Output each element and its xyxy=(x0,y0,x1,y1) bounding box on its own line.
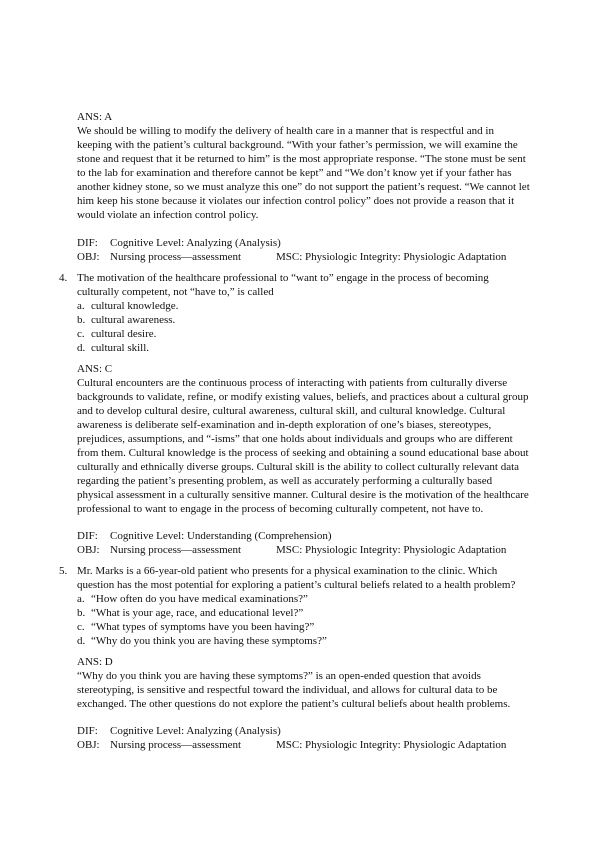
option-text: “Why do you think you are having these symptoms?” xyxy=(91,635,327,647)
q3-rationale-line: another kidney stone, so we must analyze this one” do not support the patient’s request. “We cannot let xyxy=(77,181,530,193)
q5-option-c xyxy=(77,620,314,634)
q4-rationale-line: and to develop cultural desire, cultural awareness, cultural skill, and cultural knowledge. Cultural xyxy=(77,405,506,417)
q3-dif xyxy=(77,236,281,250)
q5-dif xyxy=(77,724,281,738)
q5-rationale-line: exchanged. The other questions do not explore the patient’s cultural beliefs about health problems. xyxy=(77,698,511,710)
q4-stem-line: The motivation of the healthcare professional to “want to” engage in the process of becoming xyxy=(77,272,489,284)
option-letter: c. xyxy=(77,621,85,633)
q3-msc: MSC: Physiologic Integrity: Physiologic Adaptation xyxy=(276,251,507,263)
q5-number: 5. xyxy=(59,565,68,577)
q4-rationale-line: regarding the patient’s presenting problem, as well as accurately performing a culturally based xyxy=(77,475,493,487)
q4-option-d xyxy=(77,341,149,355)
q3-rationale-line: to the lab for examination and therefore cannot be kept” and “We don’t know yet if your father has xyxy=(77,167,512,179)
q4-rationale-line: physical assessment in a culturally sensitive manner. Cultural desire is the motivation of the healthcare xyxy=(77,489,529,501)
q4-answer: ANS: C xyxy=(77,363,113,375)
q3-answer: ANS: A xyxy=(77,111,113,123)
option-text: “What types of symptoms have you been having?” xyxy=(91,621,315,633)
option-letter: c. xyxy=(77,328,85,340)
obj-label: OBJ: xyxy=(77,544,100,556)
q5-option-a xyxy=(77,592,308,606)
q4-rationale-line: professional to want to engage in the process of becoming culturally competent, not have to. xyxy=(77,503,484,515)
q5-rationale-line: stereotyping, is sensitive and respectful toward the individual, and allows for cultural data to be xyxy=(77,684,498,696)
q4-rationale-line: from them. Cultural knowledge is the process of seeking and obtaining a sound educational base about xyxy=(77,447,529,459)
q3-rationale-line: would violate an infection control policy. xyxy=(77,209,259,221)
option-letter: b. xyxy=(77,607,86,619)
obj-value: Nursing process—assessment xyxy=(110,739,242,751)
q5-stem-line: question has the most potential for exploring a patient’s cultural beliefs related to a health problem? xyxy=(77,579,516,591)
option-text: cultural awareness. xyxy=(91,314,176,326)
option-letter: d. xyxy=(77,342,86,354)
q3-rationale-line: stone and request that it be returned to him” is the most appropriate response. “The stone must be sent xyxy=(77,153,526,165)
q4-option-b xyxy=(77,313,175,327)
q5-rationale-line: “Why do you think you are having these symptoms?” is an open-ended question that avoids xyxy=(77,670,481,682)
q3-rationale-line: keeping with the patient’s cultural background. “With your father’s permission, we will examine the xyxy=(77,139,518,151)
q4-rationale-line: Cultural encounters are the continuous process of interacting with patients from culturally diverse xyxy=(77,377,508,389)
obj-label: OBJ: xyxy=(77,739,100,751)
q3-obj xyxy=(77,250,241,264)
q5-answer: ANS: D xyxy=(77,656,113,668)
q4-rationale-line: prejudices, assumptions, and “-isms” that one holds about individuals and groups who are different xyxy=(77,433,513,445)
dif-value: Cognitive Level: Understanding (Comprehension) xyxy=(110,530,332,542)
q3-rationale-line: him keep his stone because it violates our infection control policy” does not provide a reason that it xyxy=(77,195,515,207)
obj-value: Nursing process—assessment xyxy=(110,251,242,263)
q5-stem-line: Mr. Marks is a 66-year-old patient who presents for a physical examination to the clinic. Which xyxy=(77,565,498,577)
option-text: cultural knowledge. xyxy=(91,300,179,312)
option-letter: d. xyxy=(77,635,86,647)
q5-msc: MSC: Physiologic Integrity: Physiologic Adaptation xyxy=(276,739,507,751)
option-text: cultural desire. xyxy=(91,328,157,340)
dif-value: Cognitive Level: Analyzing (Analysis) xyxy=(110,237,281,249)
obj-value: Nursing process—assessment xyxy=(110,544,242,556)
q4-rationale-line: awareness is deliberate self-examination and in-depth exploration of one’s biases, stereotypes, xyxy=(77,419,492,431)
q4-option-a xyxy=(77,299,178,313)
dif-label: DIF: xyxy=(77,237,98,249)
q5-option-b xyxy=(77,606,303,620)
q4-rationale-line: culturally and ethnically diverse groups. Cultural skill is the ability to collect culturally relevant data xyxy=(77,461,520,473)
q5-option-d xyxy=(77,634,327,648)
q4-option-c xyxy=(77,327,156,341)
option-letter: b. xyxy=(77,314,86,326)
option-letter: a. xyxy=(77,300,85,312)
q4-rationale-line: backgrounds to validate, refine, or modify existing values, beliefs, and practices about a cultural group xyxy=(77,391,529,403)
obj-label: OBJ: xyxy=(77,251,100,263)
option-text: “How often do you have medical examinations?” xyxy=(91,593,308,605)
q4-msc: MSC: Physiologic Integrity: Physiologic Adaptation xyxy=(276,544,507,556)
dif-label: DIF: xyxy=(77,725,98,737)
dif-value: Cognitive Level: Analyzing (Analysis) xyxy=(110,725,281,737)
q5-obj xyxy=(77,738,241,752)
option-text: cultural skill. xyxy=(91,342,150,354)
option-text: “What is your age, race, and educational level?” xyxy=(91,607,304,619)
option-letter: a. xyxy=(77,593,85,605)
q4-dif xyxy=(77,529,331,543)
q3-rationale-line: We should be willing to modify the delivery of health care in a manner that is respectful and in xyxy=(77,125,494,137)
q4-obj xyxy=(77,543,241,557)
q4-stem-line: culturally competent, not “have to,” is called xyxy=(77,286,274,298)
q4-number: 4. xyxy=(59,272,68,284)
dif-label: DIF: xyxy=(77,530,98,542)
